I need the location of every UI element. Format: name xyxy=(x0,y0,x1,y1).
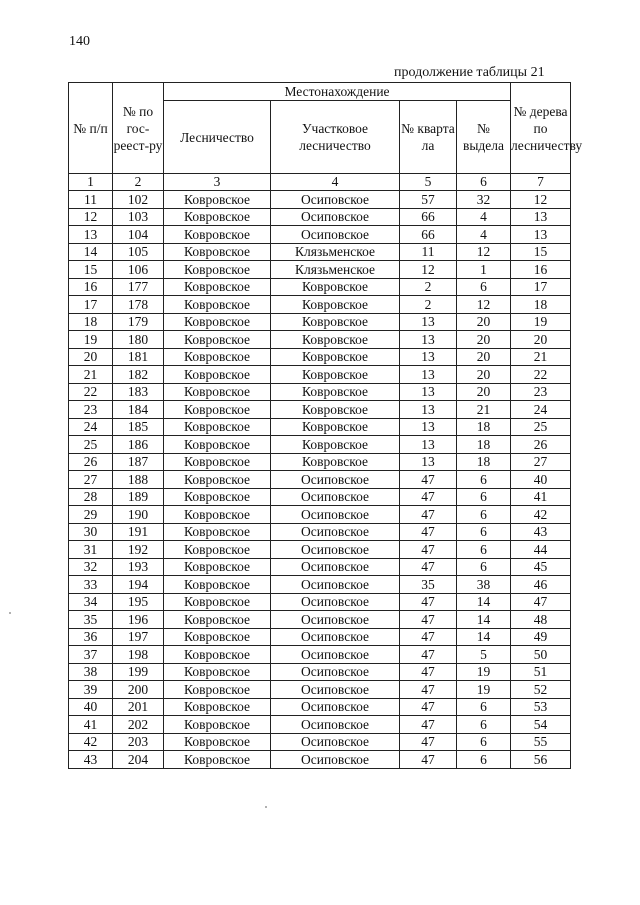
num-cell: 12 xyxy=(69,208,113,226)
num-cell: 27 xyxy=(69,471,113,489)
district-cell: Клязьменское xyxy=(271,243,400,261)
district-cell: Ковровское xyxy=(271,331,400,349)
forestry-cell: Ковровское xyxy=(164,576,271,594)
table-row xyxy=(69,226,571,244)
district-cell: Осиповское xyxy=(271,523,400,541)
section-cell: 12 xyxy=(457,243,511,261)
registry-cell: 189 xyxy=(113,488,164,506)
tree-cell: 27 xyxy=(511,453,571,471)
forestry-cell: Ковровское xyxy=(164,558,271,576)
num-cell: 37 xyxy=(69,646,113,664)
quarter-cell: 47 xyxy=(400,628,457,646)
num-cell: 21 xyxy=(69,366,113,384)
quarter-cell: 13 xyxy=(400,418,457,436)
forestry-cell: Ковровское xyxy=(164,593,271,611)
trees-table xyxy=(68,82,583,769)
table-row xyxy=(69,698,571,716)
table-row xyxy=(69,611,571,629)
forestry-cell: Ковровское xyxy=(164,646,271,664)
num-cell: 20 xyxy=(69,348,113,366)
quarter-cell: 47 xyxy=(400,751,457,769)
tree-cell: 18 xyxy=(511,296,571,314)
section-cell: 6 xyxy=(457,488,511,506)
header-forestry: Лесничество xyxy=(164,101,271,174)
district-cell: Клязьменское xyxy=(271,261,400,279)
quarter-cell: 13 xyxy=(400,366,457,384)
forestry-cell: Ковровское xyxy=(164,296,271,314)
registry-cell: 204 xyxy=(113,751,164,769)
section-cell: 6 xyxy=(457,541,511,559)
tree-cell: 49 xyxy=(511,628,571,646)
num-cell: 15 xyxy=(69,261,113,279)
header-location: Местонахождение xyxy=(164,83,511,101)
district-cell: Осиповское xyxy=(271,541,400,559)
district-cell: Осиповское xyxy=(271,226,400,244)
forestry-cell: Ковровское xyxy=(164,348,271,366)
section-cell: 6 xyxy=(457,278,511,296)
quarter-cell: 47 xyxy=(400,541,457,559)
section-cell: 6 xyxy=(457,716,511,734)
registry-cell: 198 xyxy=(113,646,164,664)
district-cell: Осиповское xyxy=(271,506,400,524)
section-cell: 6 xyxy=(457,471,511,489)
section-cell: 4 xyxy=(457,226,511,244)
table-row xyxy=(69,471,571,489)
table-row xyxy=(69,401,571,419)
forestry-cell: Ковровское xyxy=(164,366,271,384)
forestry-cell: Ковровское xyxy=(164,523,271,541)
quarter-cell: 47 xyxy=(400,523,457,541)
table-row xyxy=(69,593,571,611)
district-cell: Ковровское xyxy=(271,418,400,436)
tree-cell: 12 xyxy=(511,191,571,209)
quarter-cell: 47 xyxy=(400,611,457,629)
registry-cell: 182 xyxy=(113,366,164,384)
header-quarter: № кварта ла xyxy=(400,101,457,174)
scan-speck xyxy=(265,806,267,808)
column-number-row xyxy=(69,174,571,191)
tree-cell: 50 xyxy=(511,646,571,664)
tree-cell: 23 xyxy=(511,383,571,401)
section-cell: 5 xyxy=(457,646,511,664)
quarter-cell: 47 xyxy=(400,488,457,506)
column-number-cell: 3 xyxy=(164,174,271,191)
tree-cell: 52 xyxy=(511,681,571,699)
table-row xyxy=(69,348,571,366)
table-row xyxy=(69,716,571,734)
registry-cell: 191 xyxy=(113,523,164,541)
forestry-cell: Ковровское xyxy=(164,313,271,331)
num-cell: 35 xyxy=(69,611,113,629)
forestry-cell: Ковровское xyxy=(164,401,271,419)
registry-cell: 178 xyxy=(113,296,164,314)
table-row xyxy=(69,751,571,769)
quarter-cell: 47 xyxy=(400,593,457,611)
forestry-cell: Ковровское xyxy=(164,751,271,769)
registry-cell: 106 xyxy=(113,261,164,279)
table-row xyxy=(69,261,571,279)
district-cell: Осиповское xyxy=(271,698,400,716)
quarter-cell: 13 xyxy=(400,313,457,331)
district-cell: Ковровское xyxy=(271,366,400,384)
forestry-cell: Ковровское xyxy=(164,663,271,681)
table-row xyxy=(69,488,571,506)
table-row xyxy=(69,278,571,296)
table-row xyxy=(69,576,571,594)
forestry-cell: Ковровское xyxy=(164,243,271,261)
quarter-cell: 2 xyxy=(400,296,457,314)
district-cell: Осиповское xyxy=(271,646,400,664)
registry-cell: 194 xyxy=(113,576,164,594)
forestry-cell: Ковровское xyxy=(164,261,271,279)
num-cell: 41 xyxy=(69,716,113,734)
tree-cell: 54 xyxy=(511,716,571,734)
table-row xyxy=(69,733,571,751)
section-cell: 14 xyxy=(457,611,511,629)
forestry-cell: Ковровское xyxy=(164,541,271,559)
forestry-cell: Ковровское xyxy=(164,418,271,436)
tree-cell: 46 xyxy=(511,576,571,594)
section-cell: 1 xyxy=(457,261,511,279)
num-cell: 22 xyxy=(69,383,113,401)
table-row xyxy=(69,436,571,454)
num-cell: 28 xyxy=(69,488,113,506)
num-cell: 36 xyxy=(69,628,113,646)
num-cell: 39 xyxy=(69,681,113,699)
district-cell: Осиповское xyxy=(271,663,400,681)
column-number-cell: 6 xyxy=(457,174,511,191)
header-num: № п/п xyxy=(69,83,113,174)
num-cell: 14 xyxy=(69,243,113,261)
section-cell: 14 xyxy=(457,628,511,646)
tree-cell: 47 xyxy=(511,593,571,611)
table-row xyxy=(69,628,571,646)
quarter-cell: 47 xyxy=(400,663,457,681)
registry-cell: 185 xyxy=(113,418,164,436)
registry-cell: 196 xyxy=(113,611,164,629)
table-row xyxy=(69,558,571,576)
quarter-cell: 66 xyxy=(400,226,457,244)
district-cell: Ковровское xyxy=(271,278,400,296)
district-cell: Ковровское xyxy=(271,401,400,419)
district-cell: Осиповское xyxy=(271,576,400,594)
num-cell: 43 xyxy=(69,751,113,769)
tree-cell: 26 xyxy=(511,436,571,454)
quarter-cell: 57 xyxy=(400,191,457,209)
quarter-cell: 2 xyxy=(400,278,457,296)
column-number-cell: 5 xyxy=(400,174,457,191)
district-cell: Ковровское xyxy=(271,348,400,366)
district-cell: Ковровское xyxy=(271,313,400,331)
header-tree: № дерева по лесничеству xyxy=(511,83,571,174)
registry-cell: 190 xyxy=(113,506,164,524)
forestry-cell: Ковровское xyxy=(164,471,271,489)
num-cell: 17 xyxy=(69,296,113,314)
forestry-cell: Ковровское xyxy=(164,733,271,751)
registry-cell: 202 xyxy=(113,716,164,734)
tree-cell: 45 xyxy=(511,558,571,576)
tree-cell: 48 xyxy=(511,611,571,629)
table-row xyxy=(69,331,571,349)
registry-cell: 105 xyxy=(113,243,164,261)
registry-cell: 195 xyxy=(113,593,164,611)
quarter-cell: 47 xyxy=(400,471,457,489)
tree-cell: 22 xyxy=(511,366,571,384)
registry-cell: 200 xyxy=(113,681,164,699)
section-cell: 18 xyxy=(457,436,511,454)
forestry-cell: Ковровское xyxy=(164,191,271,209)
tree-cell: 13 xyxy=(511,208,571,226)
num-cell: 13 xyxy=(69,226,113,244)
district-cell: Ковровское xyxy=(271,453,400,471)
forestry-cell: Ковровское xyxy=(164,611,271,629)
column-number-cell: 7 xyxy=(511,174,571,191)
tree-cell: 44 xyxy=(511,541,571,559)
forestry-cell: Ковровское xyxy=(164,453,271,471)
registry-cell: 192 xyxy=(113,541,164,559)
district-cell: Осиповское xyxy=(271,488,400,506)
tree-cell: 55 xyxy=(511,733,571,751)
registry-cell: 199 xyxy=(113,663,164,681)
tree-cell: 56 xyxy=(511,751,571,769)
section-cell: 20 xyxy=(457,366,511,384)
tree-cell: 13 xyxy=(511,226,571,244)
section-cell: 19 xyxy=(457,681,511,699)
registry-cell: 103 xyxy=(113,208,164,226)
header-registry: № по гос-реест-ру xyxy=(113,83,164,174)
tree-cell: 51 xyxy=(511,663,571,681)
section-cell: 20 xyxy=(457,383,511,401)
num-cell: 24 xyxy=(69,418,113,436)
district-cell: Ковровское xyxy=(271,436,400,454)
quarter-cell: 47 xyxy=(400,698,457,716)
quarter-cell: 47 xyxy=(400,646,457,664)
page-number: 140 xyxy=(69,34,90,49)
quarter-cell: 13 xyxy=(400,348,457,366)
district-cell: Осиповское xyxy=(271,208,400,226)
forestry-cell: Ковровское xyxy=(164,331,271,349)
header-district: Участковое лесничество xyxy=(271,101,400,174)
forestry-cell: Ковровское xyxy=(164,698,271,716)
section-cell: 6 xyxy=(457,506,511,524)
district-cell: Осиповское xyxy=(271,628,400,646)
district-cell: Осиповское xyxy=(271,191,400,209)
registry-cell: 181 xyxy=(113,348,164,366)
table-row xyxy=(69,646,571,664)
section-cell: 20 xyxy=(457,331,511,349)
quarter-cell: 13 xyxy=(400,331,457,349)
num-cell: 25 xyxy=(69,436,113,454)
section-cell: 21 xyxy=(457,401,511,419)
quarter-cell: 47 xyxy=(400,506,457,524)
forestry-cell: Ковровское xyxy=(164,506,271,524)
quarter-cell: 13 xyxy=(400,401,457,419)
section-cell: 14 xyxy=(457,593,511,611)
section-cell: 6 xyxy=(457,733,511,751)
table-row xyxy=(69,313,571,331)
column-number-cell: 2 xyxy=(113,174,164,191)
district-cell: Осиповское xyxy=(271,716,400,734)
quarter-cell: 13 xyxy=(400,383,457,401)
forestry-cell: Ковровское xyxy=(164,436,271,454)
tree-cell: 16 xyxy=(511,261,571,279)
num-cell: 42 xyxy=(69,733,113,751)
tree-cell: 20 xyxy=(511,331,571,349)
tree-cell: 43 xyxy=(511,523,571,541)
forestry-cell: Ковровское xyxy=(164,628,271,646)
quarter-cell: 13 xyxy=(400,453,457,471)
tree-cell: 17 xyxy=(511,278,571,296)
registry-cell: 201 xyxy=(113,698,164,716)
quarter-cell: 47 xyxy=(400,558,457,576)
registry-cell: 104 xyxy=(113,226,164,244)
table-row xyxy=(69,418,571,436)
table-row xyxy=(69,383,571,401)
forestry-cell: Ковровское xyxy=(164,383,271,401)
registry-cell: 180 xyxy=(113,331,164,349)
district-cell: Осиповское xyxy=(271,558,400,576)
registry-cell: 187 xyxy=(113,453,164,471)
district-cell: Осиповское xyxy=(271,471,400,489)
tree-cell: 25 xyxy=(511,418,571,436)
num-cell: 32 xyxy=(69,558,113,576)
registry-cell: 186 xyxy=(113,436,164,454)
tree-cell: 24 xyxy=(511,401,571,419)
column-number-cell: 1 xyxy=(69,174,113,191)
registry-cell: 179 xyxy=(113,313,164,331)
tree-cell: 19 xyxy=(511,313,571,331)
table-row xyxy=(69,681,571,699)
num-cell: 40 xyxy=(69,698,113,716)
registry-cell: 184 xyxy=(113,401,164,419)
section-cell: 6 xyxy=(457,558,511,576)
quarter-cell: 47 xyxy=(400,681,457,699)
district-cell: Осиповское xyxy=(271,611,400,629)
num-cell: 18 xyxy=(69,313,113,331)
section-cell: 38 xyxy=(457,576,511,594)
quarter-cell: 13 xyxy=(400,436,457,454)
column-number-cell: 4 xyxy=(271,174,400,191)
forestry-cell: Ковровское xyxy=(164,226,271,244)
registry-cell: 188 xyxy=(113,471,164,489)
district-cell: Осиповское xyxy=(271,751,400,769)
quarter-cell: 35 xyxy=(400,576,457,594)
district-cell: Осиповское xyxy=(271,593,400,611)
section-cell: 20 xyxy=(457,348,511,366)
table-row xyxy=(69,243,571,261)
num-cell: 29 xyxy=(69,506,113,524)
tree-cell: 40 xyxy=(511,471,571,489)
num-cell: 38 xyxy=(69,663,113,681)
tree-cell: 15 xyxy=(511,243,571,261)
table-row xyxy=(69,523,571,541)
table-caption: продолжение таблицы 21 xyxy=(394,65,545,80)
tree-cell: 21 xyxy=(511,348,571,366)
section-cell: 20 xyxy=(457,313,511,331)
table-row xyxy=(69,208,571,226)
table-row xyxy=(69,663,571,681)
forestry-cell: Ковровское xyxy=(164,278,271,296)
registry-cell: 197 xyxy=(113,628,164,646)
district-cell: Осиповское xyxy=(271,733,400,751)
registry-cell: 193 xyxy=(113,558,164,576)
header-section: № выдела xyxy=(457,101,511,174)
table-body xyxy=(69,191,571,769)
registry-cell: 177 xyxy=(113,278,164,296)
table-row xyxy=(69,453,571,471)
quarter-cell: 47 xyxy=(400,716,457,734)
quarter-cell: 47 xyxy=(400,733,457,751)
registry-cell: 102 xyxy=(113,191,164,209)
section-cell: 6 xyxy=(457,523,511,541)
forestry-cell: Ковровское xyxy=(164,208,271,226)
table-row xyxy=(69,296,571,314)
tree-cell: 42 xyxy=(511,506,571,524)
num-cell: 26 xyxy=(69,453,113,471)
registry-cell: 203 xyxy=(113,733,164,751)
num-cell: 23 xyxy=(69,401,113,419)
table-row xyxy=(69,541,571,559)
section-cell: 6 xyxy=(457,698,511,716)
district-cell: Ковровское xyxy=(271,383,400,401)
district-cell: Ковровское xyxy=(271,296,400,314)
section-cell: 4 xyxy=(457,208,511,226)
section-cell: 18 xyxy=(457,453,511,471)
forestry-cell: Ковровское xyxy=(164,681,271,699)
num-cell: 33 xyxy=(69,576,113,594)
forestry-cell: Ковровское xyxy=(164,488,271,506)
table-row xyxy=(69,366,571,384)
num-cell: 31 xyxy=(69,541,113,559)
section-cell: 18 xyxy=(457,418,511,436)
tree-cell: 41 xyxy=(511,488,571,506)
table-row xyxy=(69,191,571,209)
num-cell: 11 xyxy=(69,191,113,209)
section-cell: 19 xyxy=(457,663,511,681)
tree-cell: 53 xyxy=(511,698,571,716)
section-cell: 32 xyxy=(457,191,511,209)
district-cell: Осиповское xyxy=(271,681,400,699)
num-cell: 34 xyxy=(69,593,113,611)
table-row xyxy=(69,506,571,524)
num-cell: 19 xyxy=(69,331,113,349)
quarter-cell: 66 xyxy=(400,208,457,226)
forestry-cell: Ковровское xyxy=(164,716,271,734)
scan-speck xyxy=(9,612,11,614)
quarter-cell: 11 xyxy=(400,243,457,261)
registry-cell: 183 xyxy=(113,383,164,401)
num-cell: 16 xyxy=(69,278,113,296)
quarter-cell: 12 xyxy=(400,261,457,279)
num-cell: 30 xyxy=(69,523,113,541)
section-cell: 6 xyxy=(457,751,511,769)
section-cell: 12 xyxy=(457,296,511,314)
